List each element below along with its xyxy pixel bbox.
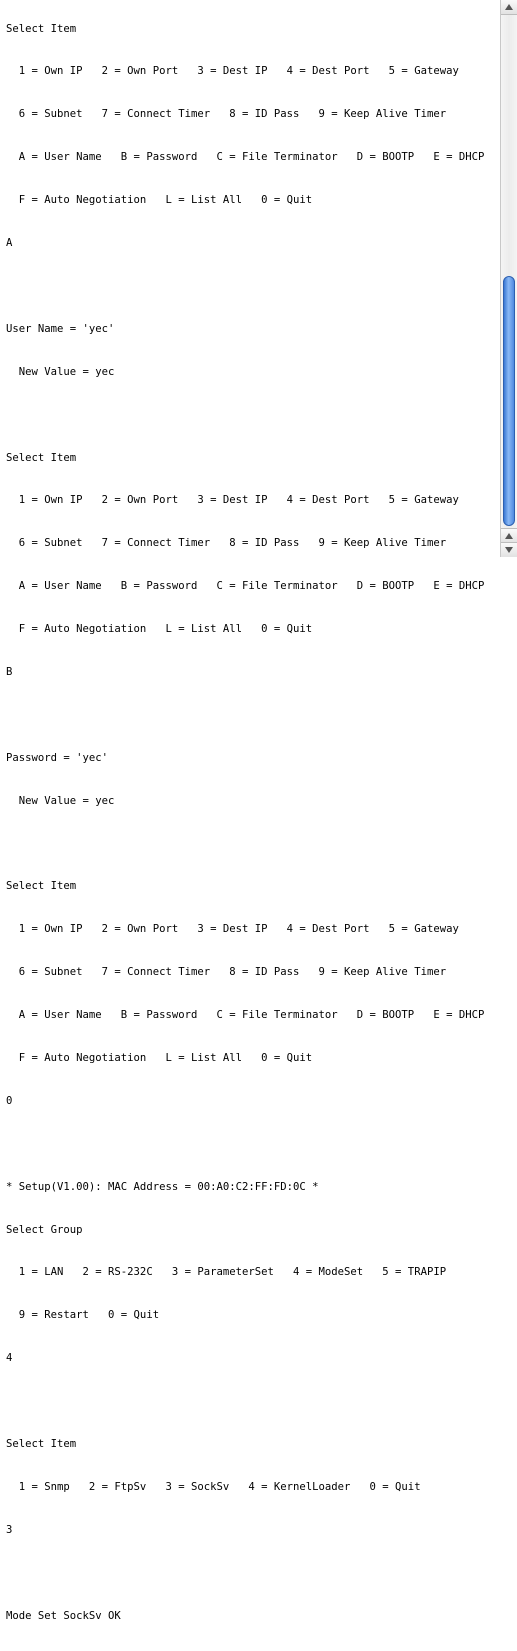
terminal-line: B: [6, 665, 13, 678]
terminal-line: 6 = Subnet 7 = Connect Timer 8 = ID Pass 9 = Keep Alive Timer: [6, 537, 447, 550]
terminal-line: Select Item: [6, 451, 77, 464]
arrow-up-icon: [505, 4, 513, 10]
terminal-line: A: [6, 237, 13, 250]
vertical-scrollbar[interactable]: [500, 0, 517, 557]
terminal-line: 1 = Own IP 2 = Own Port 3 = Dest IP 4 = Dest Port 5 = Gateway: [6, 923, 459, 936]
terminal-line: [6, 1137, 500, 1151]
arrow-up-icon: [505, 533, 513, 539]
scroll-up-button-bottom[interactable]: [501, 528, 517, 543]
terminal-line: 1 = Snmp 2 = FtpSv 3 = SockSv 4 = KernelLoader 0 = Quit: [6, 1480, 421, 1493]
terminal-line: New Value = yec: [6, 365, 115, 378]
terminal-line: 6 = Subnet 7 = Connect Timer 8 = ID Pass 9 = Keep Alive Timer: [6, 966, 447, 979]
terminal-line: 1 = LAN 2 = RS-232C 3 = ParameterSet 4 = ModeSet 5 = TRAPIP: [6, 1266, 447, 1279]
terminal-line: 1 = Own IP 2 = Own Port 3 = Dest IP 4 = Dest Port 5 = Gateway: [6, 65, 459, 78]
terminal-line: 6 = Subnet 7 = Connect Timer 8 = ID Pass 9 = Keep Alive Timer: [6, 108, 447, 121]
terminal-text: [6, 0, 500, 1651]
terminal-line: [6, 1394, 500, 1408]
terminal-line: Select Item: [6, 880, 77, 893]
terminal-line: Mode Set SockSv OK: [6, 1609, 121, 1622]
terminal-line: 0: [6, 1094, 13, 1107]
arrow-down-icon: [505, 547, 513, 553]
terminal-line: 1 = Own IP 2 = Own Port 3 = Dest IP 4 = Dest Port 5 = Gateway: [6, 494, 459, 507]
terminal-line: 3: [6, 1523, 13, 1536]
terminal-line: A = User Name B = Password C = File Terminator D = BOOTP E = DHCP: [6, 1009, 485, 1022]
terminal-line: F = Auto Negotiation L = List All 0 = Quit: [6, 623, 313, 636]
terminal-line: Password = 'yec': [6, 751, 109, 764]
terminal-line: [6, 1566, 500, 1580]
terminal-line: Select Item: [6, 1437, 77, 1450]
terminal-line: 9 = Restart 0 = Quit: [6, 1309, 160, 1322]
terminal-line: Select Item: [6, 22, 77, 35]
terminal-line: F = Auto Negotiation L = List All 0 = Quit: [6, 194, 313, 207]
terminal-line: F = Auto Negotiation L = List All 0 = Quit: [6, 1051, 313, 1064]
terminal-line: [6, 408, 500, 422]
terminal-line: Select Group: [6, 1223, 83, 1236]
terminal-line: [6, 837, 500, 851]
terminal-line: [6, 708, 500, 722]
terminal-line: A = User Name B = Password C = File Terminator D = BOOTP E = DHCP: [6, 580, 485, 593]
scrollbar-thumb[interactable]: [503, 276, 515, 526]
terminal-line: A = User Name B = Password C = File Terminator D = BOOTP E = DHCP: [6, 151, 485, 164]
scroll-down-button[interactable]: [501, 542, 517, 557]
terminal-line: * Setup(V1.00): MAC Address = 00:A0:C2:FF:FD:0C *: [6, 1180, 319, 1193]
terminal-line: New Value = yec: [6, 794, 115, 807]
terminal-line: 4: [6, 1352, 13, 1365]
terminal-line: [6, 279, 500, 293]
terminal-line: User Name = 'yec': [6, 322, 115, 335]
scroll-up-button[interactable]: [501, 0, 517, 15]
